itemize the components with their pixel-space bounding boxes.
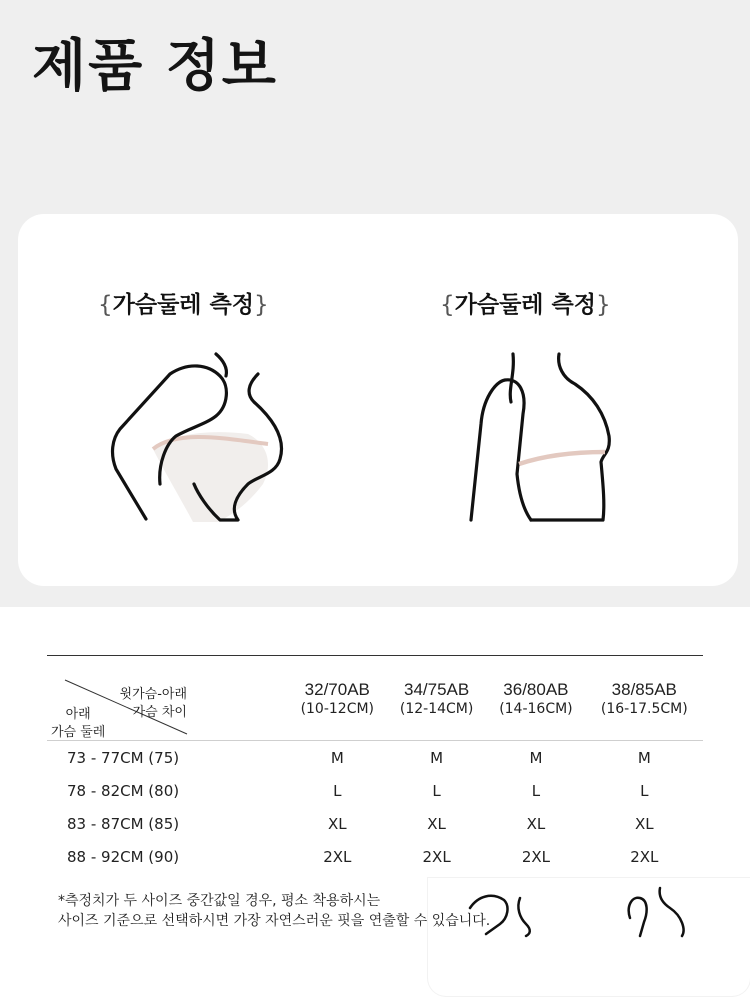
size-header-32-70 bbox=[288, 656, 387, 741]
size-range: (14-16CM) bbox=[499, 700, 573, 717]
size-range: (12-14CM) bbox=[399, 700, 474, 717]
corner-header bbox=[47, 656, 288, 741]
brace-close: } bbox=[595, 292, 611, 318]
size-range: (16-17.5CM) bbox=[600, 700, 688, 717]
underbust-range: 73 - 77CM (75) bbox=[67, 748, 180, 767]
note-line-1: *측정치가 두 사이즈 중간값일 경우, 평소 착용하시는 bbox=[58, 893, 381, 909]
right-caption-text: 가슴둘레 측정 bbox=[454, 292, 596, 318]
size-cell: L bbox=[531, 781, 541, 800]
size-cell: M bbox=[330, 748, 344, 767]
page-title: 제품 정보 bbox=[32, 34, 278, 99]
upper-diff-label bbox=[117, 686, 187, 722]
size-cell: 2XL bbox=[521, 847, 551, 866]
size-cell: XL bbox=[427, 814, 446, 833]
underbust-range: 88 - 92CM (90) bbox=[67, 847, 180, 866]
upper-diff-text: 윗가슴-아래 가슴 차이 bbox=[119, 687, 187, 720]
size-range: (10-12CM) bbox=[300, 700, 375, 717]
underbust-figure-illustration bbox=[98, 344, 298, 534]
right-caption bbox=[440, 286, 611, 319]
sizing-note bbox=[58, 891, 490, 931]
table-row bbox=[47, 741, 703, 775]
size-cell: 2XL bbox=[422, 847, 451, 866]
size-label: 32/70AB bbox=[304, 679, 370, 699]
table-row bbox=[47, 840, 703, 873]
note-line-2: 사이즈 기준으로 선택하시면 가장 자연스러운 핏을 연출할 수 있습니다. bbox=[58, 913, 491, 929]
left-caption-text: 가슴둘레 측정 bbox=[112, 292, 254, 318]
size-label: 34/75AB bbox=[403, 679, 470, 699]
brace-open: { bbox=[440, 292, 455, 318]
underbust-text: 아래 가슴 둘레 bbox=[51, 707, 106, 740]
size-cell: M bbox=[430, 748, 444, 767]
front-figure-illustration bbox=[433, 344, 633, 534]
left-caption bbox=[98, 286, 269, 319]
table-row bbox=[47, 807, 703, 840]
underbust-range: 83 - 87CM (85) bbox=[67, 814, 180, 833]
table-row bbox=[47, 774, 703, 807]
size-cell: 2XL bbox=[323, 847, 352, 866]
size-label: 36/80AB bbox=[503, 679, 569, 699]
brace-close: } bbox=[253, 292, 269, 318]
size-header-36-80 bbox=[486, 656, 585, 741]
size-cell: L bbox=[640, 781, 649, 800]
table-header-row bbox=[47, 656, 703, 741]
size-cell: XL bbox=[634, 814, 654, 833]
size-cell: L bbox=[432, 781, 441, 800]
size-label: 38/85AB bbox=[611, 679, 677, 699]
size-cell: 2XL bbox=[630, 847, 659, 866]
underbust-label bbox=[51, 706, 105, 742]
size-cell: XL bbox=[526, 814, 546, 833]
measurement-card bbox=[18, 214, 738, 586]
size-header-38-85 bbox=[586, 656, 703, 741]
size-chart-table bbox=[47, 655, 703, 873]
size-cell: M bbox=[529, 748, 543, 767]
size-cell: M bbox=[637, 748, 651, 767]
underbust-range: 78 - 82CM (80) bbox=[67, 781, 180, 800]
size-cell: XL bbox=[327, 814, 347, 833]
size-header-34-75 bbox=[387, 656, 486, 741]
brace-open: { bbox=[98, 292, 113, 318]
size-cell: L bbox=[333, 781, 342, 800]
